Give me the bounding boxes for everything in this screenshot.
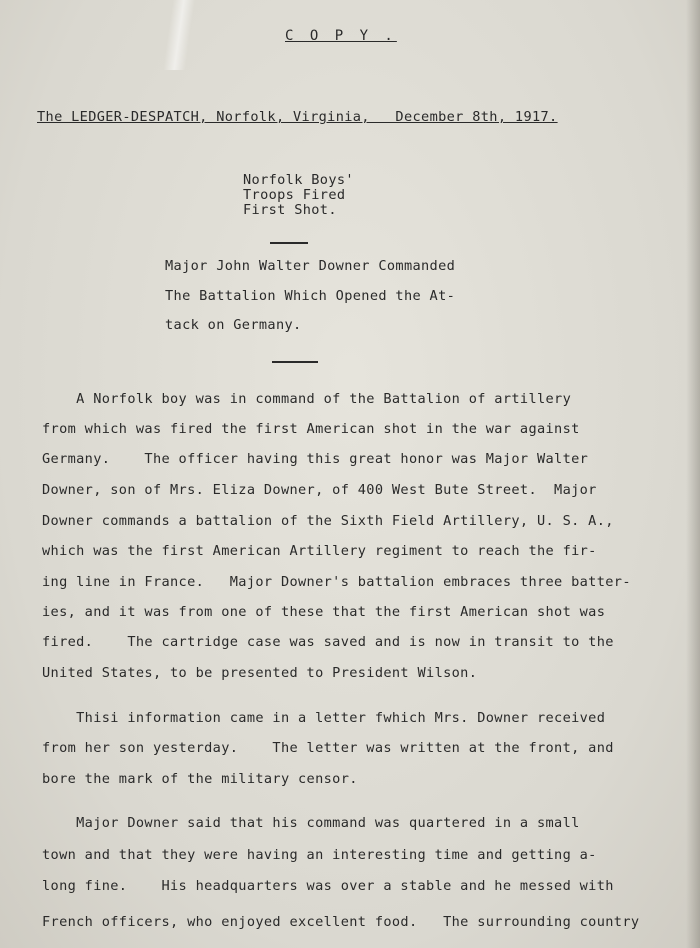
headline-line-1: Norfolk Boys': [243, 172, 354, 188]
paragraph-1-line: Germany. The officer having this great honor was Major Walter: [42, 451, 589, 467]
paragraph-1-line: Downer, son of Mrs. Eliza Downer, of 400 West Bute Street. Major: [42, 482, 597, 498]
paragraph-3-line: town and that they were having an interesting time and getting a-: [42, 847, 597, 863]
paragraph-1-line: from which was fired the first American shot in the war against: [42, 421, 580, 437]
paragraph-1-line: fired. The cartridge case was saved and is now in transit to the: [42, 634, 614, 650]
paragraph-1-line: ing line in France. Major Downer's battalion embraces three batter-: [42, 574, 631, 590]
page-edge-shadow: [686, 0, 700, 948]
paragraph-1-line: which was the first American Artillery regiment to reach the fir-: [42, 543, 597, 559]
subhead-line-2: The Battalion Which Opened the At-: [165, 288, 456, 304]
paragraph-3-line: long fine. His headquarters was over a stable and he messed with: [42, 878, 614, 894]
paragraph-1-line: ies, and it was from one of these that the first American shot was: [42, 604, 606, 620]
paragraph-3-line: French officers, who enjoyed excellent food. The surrounding country: [42, 914, 640, 930]
paragraph-3-line: Major Downer said that his command was quartered in a small: [42, 815, 580, 831]
subhead-line-3: tack on Germany.: [165, 317, 302, 333]
paragraph-2-line: bore the mark of the military censor.: [42, 771, 358, 787]
dateline: The LEDGER-DESPATCH, Norfolk, Virginia, December 8th, 1917.: [37, 109, 558, 125]
headline-line-3: First Shot.: [243, 202, 337, 218]
paragraph-2-line: Thisi information came in a letter fwhich Mrs. Downer received: [42, 710, 606, 726]
paper-fold: [163, 0, 195, 70]
paragraph-2-line: from her son yesterday. The letter was written at the front, and: [42, 740, 614, 756]
paragraph-1-line: United States, to be presented to President Wilson.: [42, 665, 478, 681]
divider-rule-2: [272, 361, 318, 363]
paragraph-1-line: A Norfolk boy was in command of the Battalion of artillery: [42, 391, 572, 407]
headline-line-2: Troops Fired: [243, 187, 346, 203]
subhead-line-1: Major John Walter Downer Commanded: [165, 258, 456, 274]
divider-rule-1: [270, 242, 308, 244]
paragraph-1-line: Downer commands a battalion of the Sixth Field Artillery, U. S. A.,: [42, 513, 614, 529]
copy-mark: C O P Y .: [285, 28, 397, 44]
